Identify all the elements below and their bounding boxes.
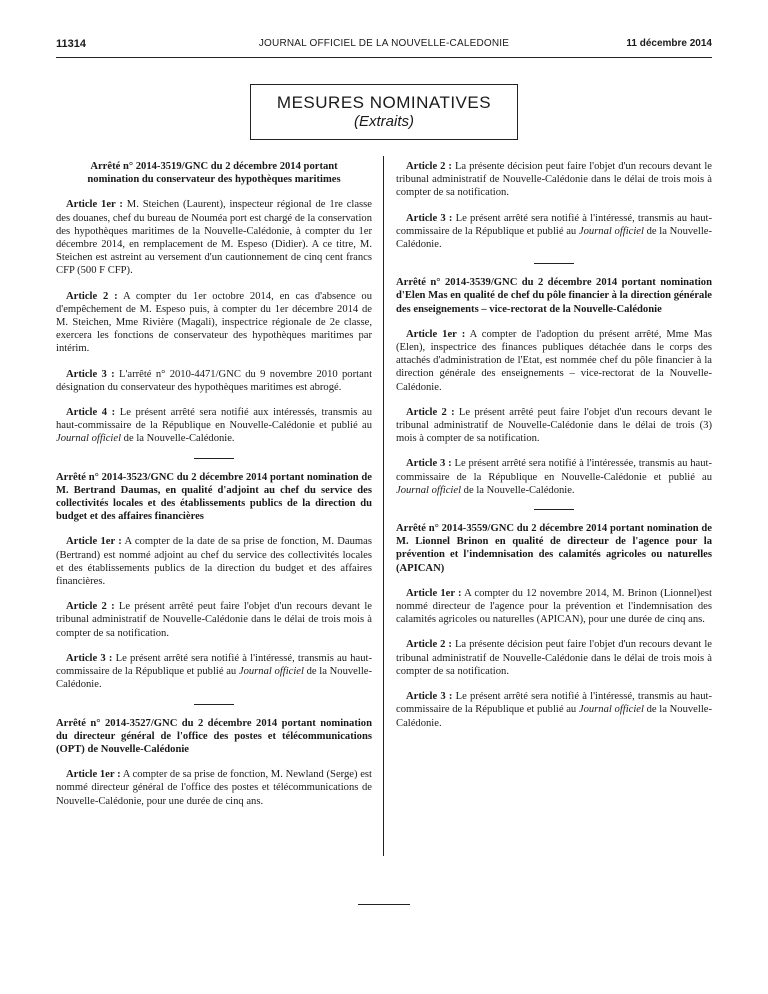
arrete-title: [56, 160, 372, 186]
article-text: Le présent arrêté peut faire l'objet d'un recours devant le tribunal administratif de Nouvelle-Calédonie dans le délai de trois (3) mois à compter de sa notification.: [396, 406, 712, 445]
article-text: La présente décision peut faire l'objet d'un recours devant le tribunal administratif de Nouvelle-Calédonie dans le délai de trois mois à compter de sa notification.: [396, 639, 712, 677]
article: [56, 198, 372, 277]
separator: [194, 458, 234, 459]
article-text: La présente décision peut faire l'objet d'un recours devant le tribunal administratif de Nouvelle-Calédonie dans le délai de trois mois à compter de sa notification.: [396, 161, 712, 199]
article-text: Le présent arrêté sera notifié à l'intéressé, transmis au haut-commissaire de la République et publié au: [56, 652, 373, 678]
article-label: Article 1er :: [66, 199, 123, 211]
header-rule: [56, 57, 712, 58]
journal-reference: Journal officiel: [578, 225, 644, 237]
journal-reference: Journal officiel: [396, 484, 462, 496]
arrete-title: Arrêté n° 2014-3559/GNC du 2 décembre 2014 portant nomination de M. Lionnel Brinon en qualité de directeur de l'agence pour la prévention et l'indemnisation des calamités agricoles ou naturelles (APICAN): [396, 523, 712, 574]
article-label: Article 1er :: [406, 587, 462, 599]
article: [56, 768, 372, 808]
article-label: Article 1er :: [66, 769, 121, 781]
arrete-title: Arrêté n° 2014-3523/GNC du 2 décembre 2014 portant nomination de M. Bertrand Daumas, en qualité d'adjoint au chef du service des collectivités locales et des établissements publics de la direction du budget et des affaires financières: [56, 471, 372, 523]
article-text: A compter du 12 novembre 2014, M. Brinon (Lionnel)est nommé directeur de l'agence pour la prévention et l'indemnisation des calamités agricoles ou naturelles (APICAN), pour une durée de cinq ans.: [396, 587, 712, 626]
arrete-title: Arrêté n° 2014-3527/GNC du 2 décembre 2014 portant nomination du directeur général de l'office des postes et télécommunications (OPT) de Nouvelle-Calédonie: [56, 717, 372, 755]
article-text: Le présent arrêté sera notifié aux intéressés, transmis au haut-commissaire de la République en Nouvelle-Calédonie et publié au: [56, 407, 372, 432]
article-label: Article 3 :: [406, 691, 453, 703]
article: [56, 600, 372, 640]
journal-reference: Journal officiel: [238, 666, 304, 678]
article-text: de la Nouvelle-Calédonie.: [461, 484, 575, 496]
section-title-box: [250, 84, 518, 140]
article-text: Le présent arrêté sera notifié à l'intéressée, transmis au haut-commissaire de la République en Nouvelle-Calédonie et publié au: [396, 458, 713, 483]
article-text: A compter de la date de sa prise de fonction, M. Daumas (Bertrand) est nommé adjoint au chef du service des collectivités locales et des établissements publics de la direction du budget et des affaires financières.: [56, 536, 372, 588]
arrete-title-line: nomination du conservateur des hypothèques maritimes: [87, 174, 341, 186]
article-text: de la Nouvelle-Calédonie.: [121, 433, 235, 445]
article-label: Article 1er :: [66, 536, 122, 548]
article-label: Article 3 :: [66, 652, 113, 664]
article: [396, 690, 712, 730]
article: [396, 406, 712, 446]
article-label: Article 2 :: [66, 601, 115, 613]
right-column: [396, 160, 712, 742]
arrete-title: Arrêté n° 2014-3539/GNC du 2 décembre 2014 portant nomination d'Elen Mas en qualité de chef du pôle financier à la direction générale des enseignements – vice-rectorat de la Nouvelle-Calédonie: [396, 277, 712, 315]
article-text: Le présent arrêté peut faire l'objet d'un recours devant le tribunal administratif de Nouvelle-Calédonie dans le délai de trois mois à compter de sa notification.: [56, 601, 372, 639]
page-number: 11314: [56, 38, 86, 50]
article: [56, 652, 372, 692]
arrete-title-line: Arrêté n° 2014-3519/GNC du 2 décembre 2014 portant: [90, 161, 338, 172]
article: [396, 638, 712, 678]
journal-title: JOURNAL OFFICIEL DE LA NOUVELLE-CALEDONIE: [258, 38, 510, 49]
article: [56, 368, 372, 394]
article-text: de la Nouvelle-Calédonie.: [56, 666, 372, 691]
article-text: de la Nouvelle-Calédonie.: [396, 704, 712, 729]
article: [396, 587, 712, 627]
article: [396, 457, 712, 497]
article: [56, 290, 372, 356]
journal-reference: Journal officiel: [578, 704, 644, 716]
article-label: Article 4 :: [66, 407, 116, 419]
separator: [534, 263, 574, 264]
article-label: Article 3 :: [406, 212, 453, 224]
column-divider: [383, 156, 384, 856]
article-text: Le présent arrêté sera notifié à l'intéressé, transmis au haut-commissaire de la République et publié au: [396, 212, 713, 237]
page-end-rule: [358, 904, 410, 905]
section-title: MESURES NOMINATIVES: [276, 93, 492, 112]
article-text: A compter du 1er octobre 2014, en cas d'absence ou d'empêchement de M. Espeso puis, à compter du 1er décembre 2014 de M. Steichen, Mme Rivière (Magali), inspectrice régionale de 2e classe, exercera les fonctions de conservateur des hypothèques maritimes par intérim.: [56, 290, 372, 355]
article: [396, 160, 712, 200]
article-text: Le présent arrêté sera notifié à l'intéressé, transmis au haut-commissaire de la République et publié au: [396, 691, 713, 716]
left-column: [56, 160, 372, 820]
article-text: de la Nouvelle-Calédonie.: [396, 225, 712, 251]
article-text: L'arrêté n° 2010-4471/GNC du 9 novembre 2010 portant désignation du conservateur des hypothèques maritimes est abrogé.: [56, 368, 373, 393]
issue-date: 11 décembre 2014: [626, 38, 712, 49]
page-header: [56, 38, 712, 56]
article-text: M. Steichen (Laurent), inspecteur régional de 1re classe des douanes, chef du bureau de Nouméa port est chargé de la conservation des hypothèques maritimes de la Nouvelle-Calédonie, à compter du 1er décembre 2014, en remplacement de M. Espeso (Didier). A ce titre, M. Steichen est astreint au versement d'un cautionnement de cinq cent francs CFP (500 F CFP).: [56, 199, 372, 277]
article-label: Article 2 :: [66, 290, 118, 302]
article-text: A compter de l'adoption du présent arrêté, Mme Mas (Elen), inspectrice des finances publiques détachée dans le corps des attachés d'administration de l'Etat, est nommée chef du pôle financier à la direction générale des enseignements – vice-rectorat de la Nouvelle-Calédonie.: [396, 328, 712, 393]
article-label: Article 2 :: [406, 406, 455, 418]
article-label: Article 3 :: [406, 458, 452, 470]
section-subtitle: (Extraits): [354, 113, 414, 130]
article-label: Article 2 :: [406, 161, 452, 172]
separator: [534, 509, 574, 510]
article-label: Article 2 :: [406, 639, 452, 651]
journal-reference: Journal officiel: [56, 433, 122, 445]
article: [396, 328, 712, 394]
article-text: A compter de sa prise de fonction, M. Newland (Serge) est nommé directeur général de l'office des postes et télécommunications de Nouvelle-Calédonie, pour une durée de cinq ans.: [56, 769, 372, 807]
separator: [194, 704, 234, 705]
article: [396, 212, 712, 252]
article: [56, 406, 372, 446]
article-label: Article 1er :: [406, 328, 466, 340]
article-label: Article 3 :: [66, 368, 115, 380]
article: [56, 535, 372, 588]
